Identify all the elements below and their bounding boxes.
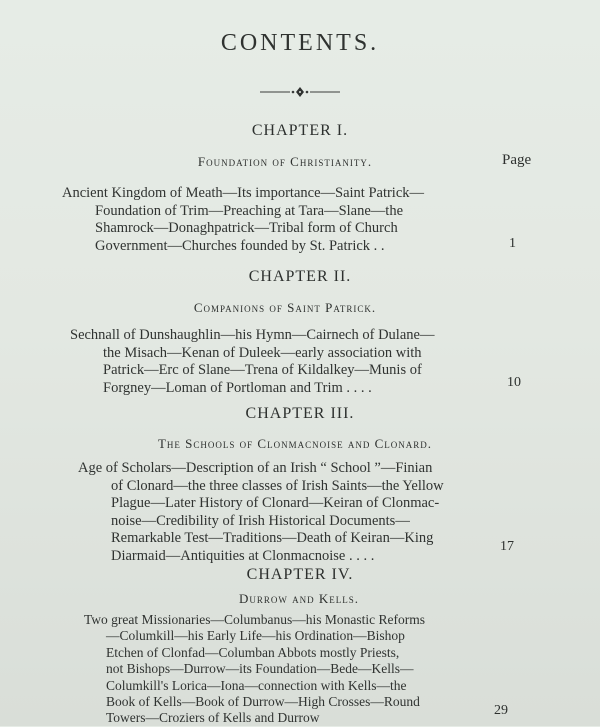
chapter-3-page-number: 17 bbox=[500, 539, 514, 554]
entry-line: Government—Churches founded by St. Patrick . . bbox=[95, 237, 385, 254]
entry-line: Towers—Croziers of Kells and Durrow bbox=[106, 710, 320, 726]
entry-line: Book of Kells—Book of Durrow—High Crosses—Round bbox=[106, 694, 420, 710]
chapter-4-subtitle: Durrow and Kells. bbox=[238, 591, 360, 606]
chapter-1-entry bbox=[62, 185, 424, 255]
entry-line: Patrick—Erc of Slane—Trena of Kildalkey—Munis of bbox=[103, 362, 422, 379]
entry-line: Foundation of Trim—Preaching at Tara—Slane—the bbox=[95, 202, 404, 219]
page-title: CONTENTS. bbox=[220, 30, 380, 56]
entry-line: not Bishops—Durrow—its Foundation—Bede—Kells— bbox=[106, 661, 414, 677]
chapter-4-heading: CHAPTER IV. bbox=[246, 566, 354, 583]
entry-line: Sechnall of Dunshaughlin—his Hymn—Cairnech of Dulane— bbox=[70, 327, 435, 343]
entry-line: Remarkable Test—Traditions—Death of Keiran—King bbox=[111, 530, 434, 547]
entry-line: Diarmaid—Antiquities at Clonmacnoise . . . . bbox=[111, 547, 375, 564]
entry-line: of Clonard—the three classes of Irish Saints—the Yellow bbox=[111, 477, 444, 494]
entry-line: Forgney—Loman of Portloman and Trim . . . . bbox=[103, 379, 372, 396]
entry-line: Ancient Kingdom of Meath—Its importance—Saint Patrick— bbox=[62, 185, 425, 201]
ornament-icon bbox=[260, 86, 340, 98]
entry-line: Age of Scholars—Description of an Irish “ School ”—Finian bbox=[78, 460, 433, 476]
chapter-4-entry bbox=[84, 612, 425, 727]
chapter-3-heading: CHAPTER III. bbox=[245, 405, 355, 422]
chapter-2-subtitle: Companions of Saint Patrick. bbox=[193, 300, 377, 315]
entry-line: Columkill's Lorica—Iona—connection with Kells—the bbox=[106, 677, 407, 693]
chapter-3-entry bbox=[78, 460, 444, 566]
chapter-2-page-number: 10 bbox=[507, 375, 521, 390]
chapter-1-subtitle: Foundation of Christianity. bbox=[197, 154, 373, 169]
chapter-2-heading: CHAPTER II. bbox=[248, 268, 352, 285]
entry-line: Etchen of Clonfad—Columban Abbots mostly Priests, bbox=[106, 644, 400, 660]
entry-line: Plague—Later History of Clonard—Keiran of Clonmac- bbox=[111, 495, 440, 512]
page-column-label: Page bbox=[502, 152, 532, 168]
entry-line: noise—Credibility of Irish Historical Documents— bbox=[111, 512, 410, 529]
chapter-4-page-number: 29 bbox=[494, 703, 508, 718]
entry-line: Shamrock—Donaghpatrick—Tribal form of Church bbox=[95, 220, 398, 237]
entry-line: the Misach—Kenan of Duleek—early association with bbox=[103, 344, 422, 361]
chapter-1-page-number: 1 bbox=[509, 236, 516, 251]
entry-line: —Columkill—his Early Life—his Ordination—Bishop bbox=[106, 628, 405, 644]
entry-line: Two great Missionaries—Columbanus—his Monastic Reforms bbox=[84, 612, 426, 627]
ornament-divider bbox=[0, 86, 600, 98]
chapter-3-subtitle: The Schools of Clonmacnoise and Clonard. bbox=[157, 436, 433, 451]
chapter-1-heading: CHAPTER I. bbox=[251, 122, 349, 139]
chapter-2-entry bbox=[70, 327, 434, 397]
